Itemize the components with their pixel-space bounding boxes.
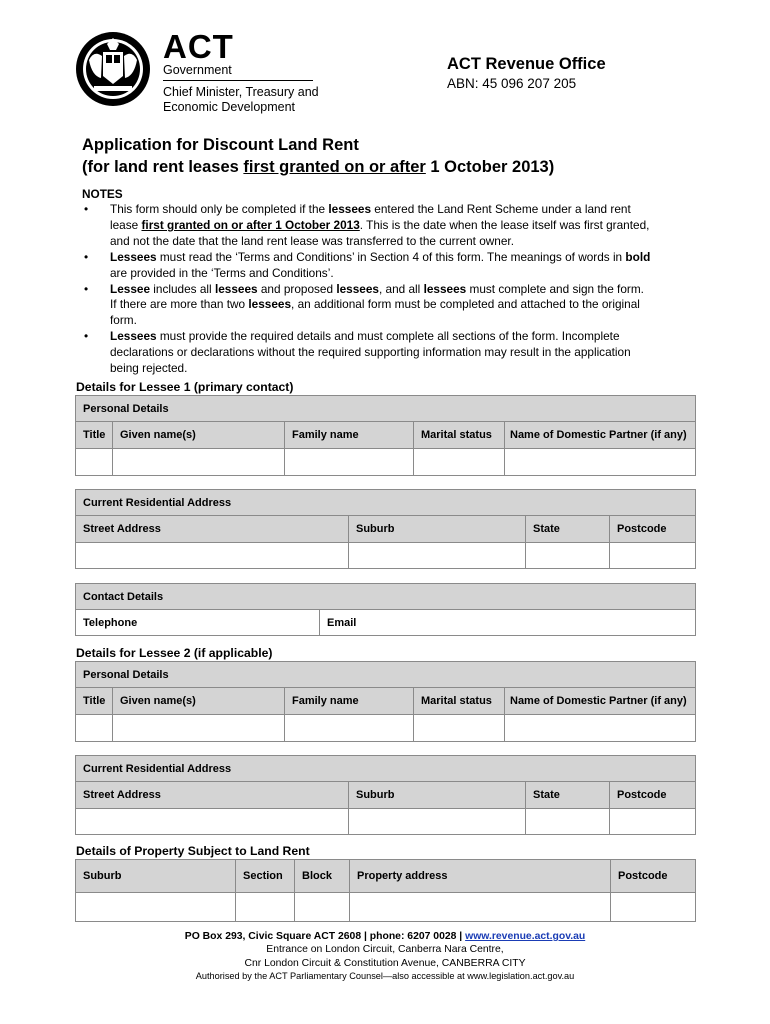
notes-heading: NOTES — [82, 187, 123, 201]
title-field[interactable] — [76, 449, 113, 476]
note-item: • Lessee includes all lessees and proposed lessees, and all lessees must complete and sign the form. If there are more than two lessees, an additional form must be completed and attached to the original form. — [84, 281, 644, 328]
logo-government-text: Government — [163, 63, 232, 77]
state-field[interactable] — [526, 809, 610, 835]
section-label: Contact Details — [76, 584, 696, 610]
note-item: • Lessees must provide the required details and must complete all sections of the form. Incomplete declarations or declarations without the required supporting information may result in the application being rejected. — [84, 329, 631, 376]
office-abn: ABN: 45 096 207 205 — [447, 76, 577, 91]
col-header-state: State — [526, 516, 610, 543]
title-field[interactable] — [76, 715, 113, 742]
family-name-field[interactable] — [285, 715, 414, 742]
logo-department-line2: Economic Development — [163, 100, 296, 114]
email-field[interactable]: Email — [320, 610, 696, 636]
act-government-crest-logo — [74, 30, 152, 108]
footer-street-line: Cnr London Circuit & Constitution Avenue, CANBERRA CITY — [244, 958, 526, 969]
col-header-postcode: Postcode — [611, 860, 696, 893]
lessee1-personal-details-table — [75, 395, 696, 476]
logo-divider — [163, 80, 313, 81]
street-address-field[interactable] — [76, 809, 349, 835]
notes-list — [82, 202, 652, 377]
domestic-partner-field[interactable] — [505, 715, 696, 742]
state-field[interactable] — [526, 543, 610, 569]
property-postcode-field[interactable] — [611, 893, 696, 922]
suburb-field[interactable] — [349, 809, 526, 835]
lessee2-personal-details-table — [75, 661, 696, 742]
col-header-family-name: Family name — [285, 422, 414, 449]
col-header-given-names: Given name(s) — [113, 688, 285, 715]
marital-status-field[interactable] — [414, 449, 505, 476]
col-header-title: Title — [76, 422, 113, 449]
property-suburb-field[interactable] — [76, 893, 236, 922]
page-title-line1: Application for Discount Land Rent — [82, 136, 359, 154]
street-address-field[interactable] — [76, 543, 349, 569]
marital-status-field[interactable] — [414, 715, 505, 742]
property-table — [75, 859, 696, 922]
note-item: • This form should only be completed if the lessees entered the Land Rent Scheme under a land rent lease first granted on or after 1 October 2013. This is the date when the lease itself was first granted, and not the date that the land rent lease was transferred to the current owner. — [84, 202, 650, 248]
lessee2-heading: Details for Lessee 2 (if applicable) — [76, 646, 273, 660]
bullet-icon: • — [84, 281, 89, 296]
logo-act-text: ACT — [163, 28, 234, 65]
col-header-state: State — [526, 782, 610, 809]
footer-entrance-line: Entrance on London Circuit, Canberra Nara Centre, — [266, 944, 504, 955]
postcode-field[interactable] — [610, 543, 696, 569]
revenue-website-link[interactable]: www.revenue.act.gov.au — [465, 931, 586, 942]
footer-authorised-line: Authorised by the ACT Parliamentary Counsel—also accessible at www.legislation.act.gov.au — [195, 971, 575, 981]
given-names-field[interactable] — [113, 715, 285, 742]
col-header-family-name: Family name — [285, 688, 414, 715]
page-title-line2: (for land rent leases first granted on or after 1 October 2013) — [82, 158, 555, 176]
lessee1-address-table — [75, 489, 696, 569]
postcode-field[interactable] — [610, 809, 696, 835]
col-header-suburb: Suburb — [76, 860, 236, 893]
col-header-section: Section — [236, 860, 295, 893]
bullet-icon: • — [84, 329, 89, 344]
logo-department-line1: Chief Minister, Treasury and — [163, 85, 319, 99]
office-title: ACT Revenue Office — [447, 55, 606, 73]
lessee1-contact-table — [75, 583, 696, 636]
col-header-postcode: Postcode — [610, 782, 696, 809]
section-label: Current Residential Address — [76, 756, 696, 782]
col-header-street-address: Street Address — [76, 516, 349, 543]
footer-contact-line — [0, 931, 770, 942]
col-header-title: Title — [76, 688, 113, 715]
col-header-domestic-partner: Name of Domestic Partner (if any) — [505, 422, 696, 449]
suburb-field[interactable] — [349, 543, 526, 569]
col-header-marital-status: Marital status — [414, 422, 505, 449]
page-title — [82, 134, 554, 178]
col-header-domestic-partner: Name of Domestic Partner (if any) — [505, 688, 696, 715]
footer-address-phone: PO Box 293, Civic Square ACT 2608 | phone: 6207 0028 | — [184, 931, 466, 942]
property-block-field[interactable] — [295, 893, 350, 922]
section-label: Personal Details — [76, 662, 696, 688]
col-header-property-address: Property address — [350, 860, 611, 893]
col-header-suburb: Suburb — [349, 516, 526, 543]
property-address-field[interactable] — [350, 893, 611, 922]
col-header-marital-status: Marital status — [414, 688, 505, 715]
col-header-suburb: Suburb — [349, 782, 526, 809]
logo-department-text — [163, 85, 333, 115]
col-header-street-address: Street Address — [76, 782, 349, 809]
lessee1-heading: Details for Lessee 1 (primary contact) — [76, 380, 294, 394]
property-heading: Details of Property Subject to Land Rent — [76, 844, 310, 858]
section-label: Personal Details — [76, 396, 696, 422]
given-names-field[interactable] — [113, 449, 285, 476]
col-header-postcode: Postcode — [610, 516, 696, 543]
domestic-partner-field[interactable] — [505, 449, 696, 476]
bullet-icon: • — [84, 249, 89, 264]
bullet-icon: • — [84, 202, 89, 216]
family-name-field[interactable] — [285, 449, 414, 476]
note-item: • Lessees must read the ‘Terms and Conditions’ in Section 4 of this form. The meanings of words in bold are provided in the ‘Terms and Conditions’. — [84, 249, 651, 280]
lessee2-address-table — [75, 755, 696, 835]
col-header-block: Block — [295, 860, 350, 893]
telephone-field[interactable]: Telephone — [76, 610, 320, 636]
col-header-given-names: Given name(s) — [113, 422, 285, 449]
property-section-field[interactable] — [236, 893, 295, 922]
section-label: Current Residential Address — [76, 490, 696, 516]
